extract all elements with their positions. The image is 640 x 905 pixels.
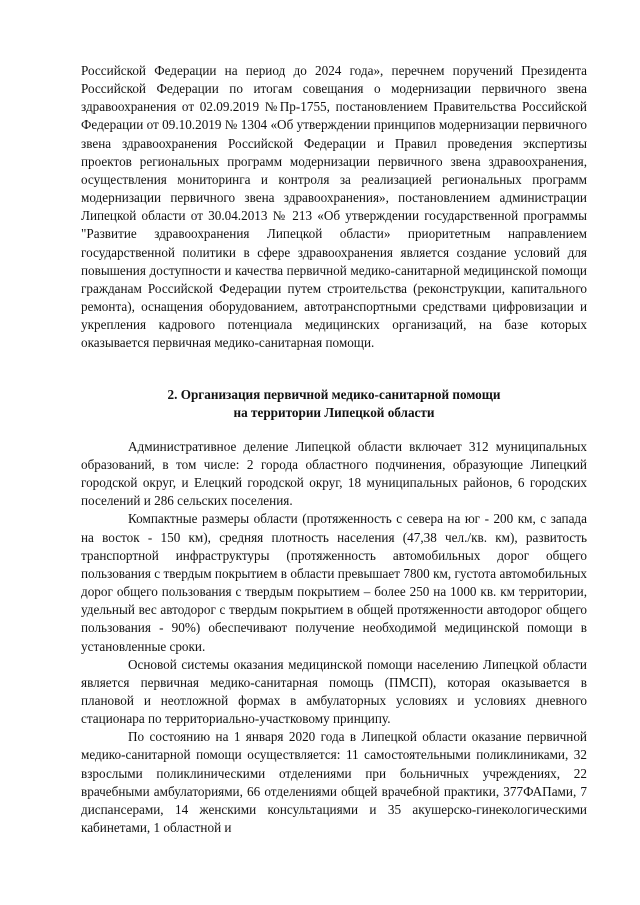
intro-paragraph: Российской Федерации на период до 2024 года», перечнем поручений Президента Российской Федерации по итогам совещания о модернизации первичного звена здравоохранения от 02.09.2019 №Пр-1755, постановлением Правительства Российской Федерации от 09.10.2019 № 1304 «Об утверждении принципов модернизации первичного звена здравоохранения Российской Федерации и Правил проведения экспертизы проектов региональных программ модернизации первичного звена здравоохранения, осуществления мониторинга и контроля за реализацией региональных программ модернизации первичного звена здравоохранения», постановлением администрации Липецкой области от 30.04.2013 № 213 «Об утверждении государственной программы "Развитие здравоохранения Липецкой области» приоритетным направлением государственной политики в сфере здравоохранения является создание условий для повышения доступности и качества первичной медико-санитарной медицинской помощи гражданам Российской Федерации путем строительства (реконструкции, капитального ремонта), оснащения оборудованием, автотранспортными средствами цифровизации и укрепления кадрового потенциала медицинских организаций, на базе которых оказывается первичная медико-санитарная помощи. bbox=[81, 63, 587, 351]
paragraph-pmsp-basis: Основой системы оказания медицинской помощи населению Липецкой области является первичная медико-санитарная помощь (ПМСП), которая оказывается в плановой и неотложной формах в амбулаторных условиях и условиях дневного стационара по территориально-участковому принципу. bbox=[81, 656, 587, 727]
paragraph-facilities-count: По состоянию на 1 января 2020 года в Липецкой области оказание первичной медико-санитарной помощи осуществляется: 11 самостоятельными поликлиниками, 32 взрослыми поликлиническими отделениями при больничных учреждениях, 22 врачебными амбулаториями, 66 отделениями общей врачебной практики, 377ФАПами, 7 диспансерами, 14 женскими консультациями и 35 акушерско-гинекологическими кабинетами, 1 областной и bbox=[81, 729, 587, 836]
document-page bbox=[81, 62, 587, 837]
section-heading-line-2: на территории Липецкой области bbox=[233, 404, 435, 420]
section-heading bbox=[81, 386, 587, 422]
paragraph-administrative-division: Административное деление Липецкой области включает 312 муниципальных образований, в том числе: 2 города областного подчинения, образующие Липецкий городской округ, и Елецкий городской округ, 18 муниципальных районов, 6 городских поселений и 286 сельских поселения. bbox=[81, 438, 587, 509]
paragraph-region-size: Компактные размеры области (протяженность с севера на юг - 200 км, с запада на восток - 150 км), средняя плотность населения (47,38 чел./кв. км), развитость транспортной инфраструктуры (протяженность автомобильных дорог общего пользования с твердым покрытием в области превышает 7800 км, густота автомобильных дорог общего пользования с твердым покрытием – более 250 на 1000 кв. км территории, удельный вес автодорог с твердым покрытием в общей протяженности автодорог общего пользования - 90%) обеспечивают получение необходимой медицинской помощи в установленные сроки. bbox=[81, 511, 587, 654]
section-heading-line-1: 2. Организация первичной медико-санитарной помощи bbox=[167, 386, 501, 402]
